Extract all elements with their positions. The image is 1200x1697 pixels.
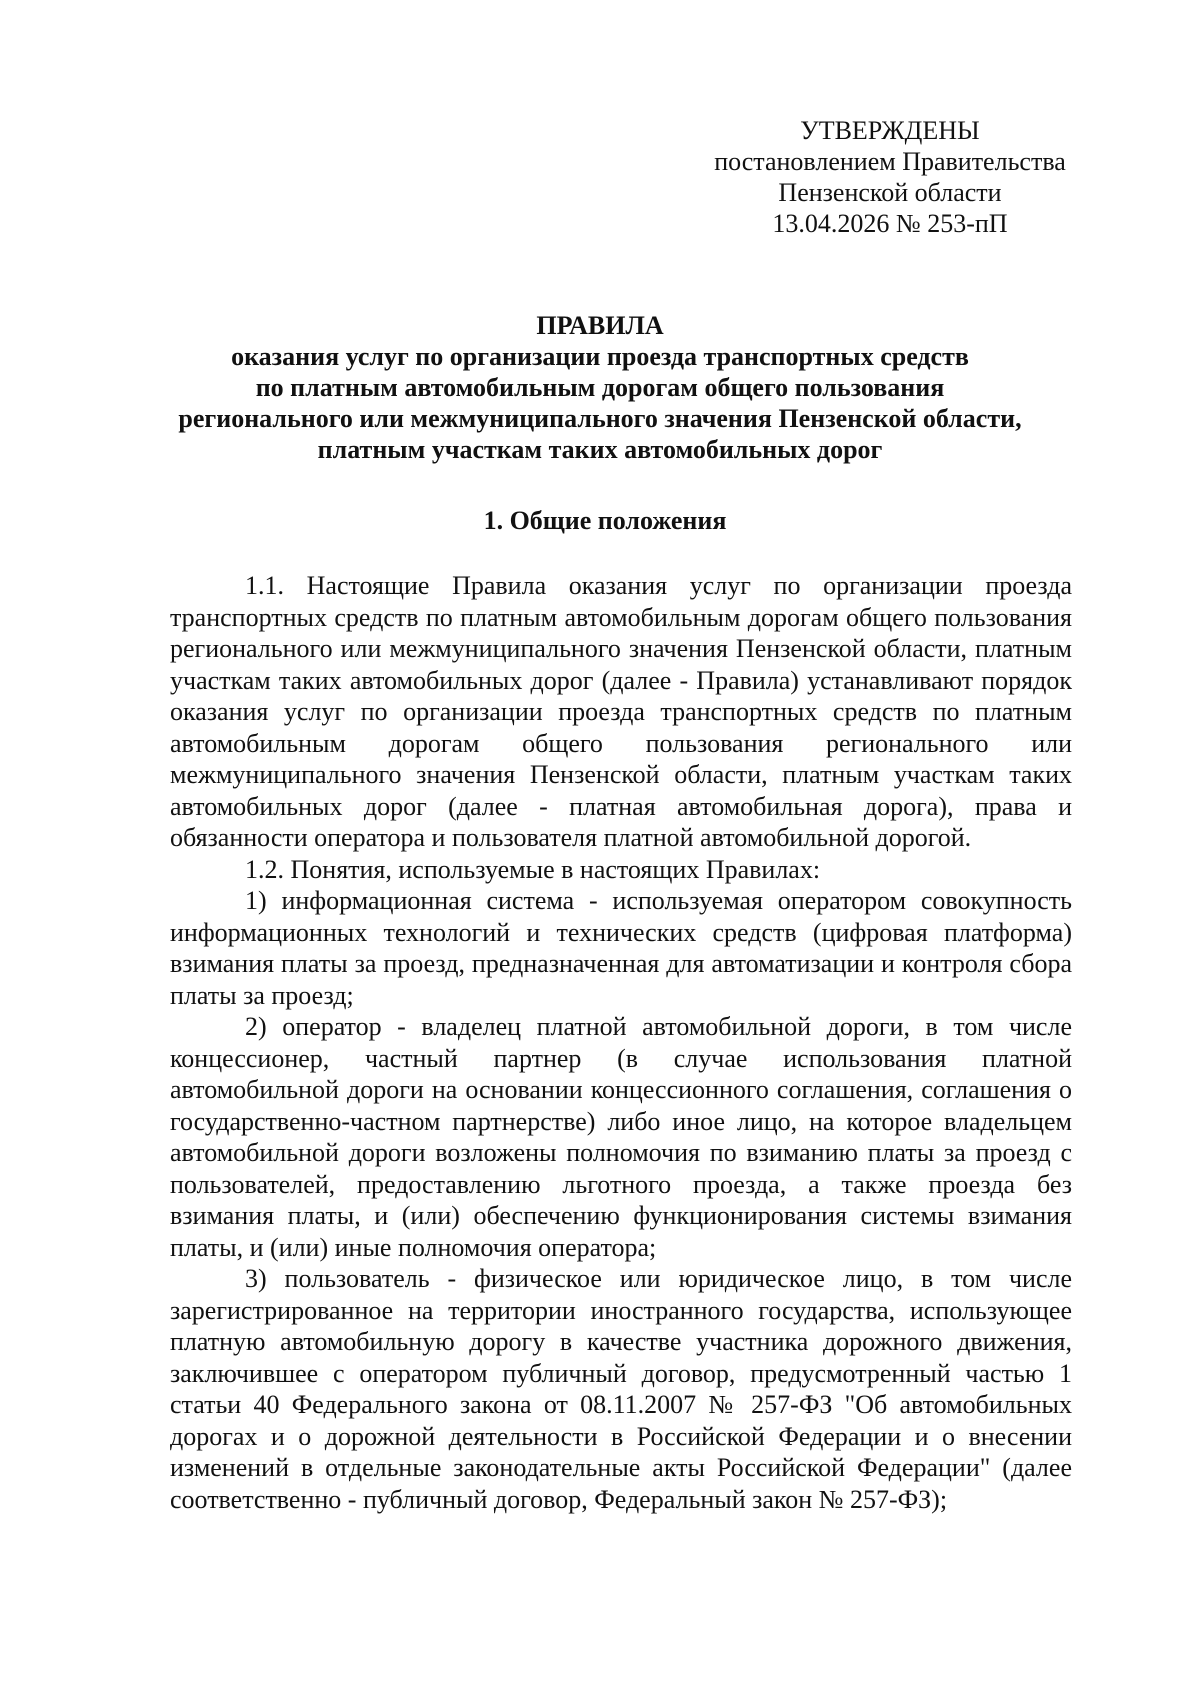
title-line: оказания услуг по организации проезда транспортных средств [231, 342, 969, 371]
definition-item-3: 3) пользователь - физическое или юридическое лицо, в том числе зарегистрированное на территории иностранного государства, использующее платную автомобильную дорогу в качестве участника дорожного движения, заключившее с оператором публичный договор, предусмотренный частью 1 статьи 40 Федерального закона от 08.11.2007 № 257-ФЗ "Об автомобильных дорогах и о дорожной деятельности в Российской Федерации и о внесении изменений в отдельные законодательные акты Российской Федерации" (далее соответственно - публичный договор, Федеральный закон № 257-ФЗ); [170, 1264, 1072, 1514]
approval-resolution-line: постановлением Правительства [714, 147, 1066, 176]
title-heading: ПРАВИЛА [536, 311, 664, 340]
section-heading: 1. Общие положения [483, 506, 727, 535]
approval-heading: УТВЕРЖДЕНЫ [800, 116, 980, 145]
paragraph-1-2: 1.2. Понятия, используемые в настоящих Правилах: [245, 854, 821, 884]
definition-item-1: 1) информационная система - используемая оператором совокупность информационных технологий и технических средств (цифровая платформа) взимания платы за проезд, предназначенная для автоматизации и контроля сбора платы за проезд; [170, 886, 1072, 1010]
document-title [150, 310, 1050, 465]
approval-region-line: Пензенской области [778, 178, 1002, 207]
title-line: регионального или межмуниципального значения Пензенской области, [178, 404, 1022, 433]
title-line: по платным автомобильным дорогам общего пользования [255, 373, 945, 402]
title-line: платным участкам таких автомобильных дорог [317, 435, 883, 464]
approval-stamp [690, 115, 1090, 239]
approval-date-number: 13.04.2026 № 253-пП [772, 209, 1008, 238]
paragraph-1-1: 1.1. Настоящие Правила оказания услуг по организации проезда транспортных средств по платным автомобильным дорогам общего пользования регионального или межмуниципального значения Пензенской области, платным участкам таких автомобильных дорог (далее - Правила) устанавливают порядок оказания услуг по организации проезда транспортных средств по платным автомобильным дорогам общего пользования регионального или межмуниципального значения Пензенской области, платным участкам таких автомобильных дорог (далее - платная автомобильная дорога), права и обязанности оператора и пользователя платной автомобильной дорогой. [170, 571, 1072, 852]
section-body [170, 570, 1072, 1515]
definition-item-2: 2) оператор - владелец платной автомобильной дороги, в том числе концессионер, частный партнер (в случае использования платной автомобильной дороги на основании концессионного соглашения, соглашения о государственно-частном партнерстве) либо иное лицо, на которое владельцем автомобильной дороги возложены полномочия по взиманию платы за проезд с пользователей, предоставлению льготного проезда, а также проезда без взимания платы, и (или) обеспечению функционирования системы взимания платы, и (или) иные полномочия оператора; [170, 1012, 1072, 1262]
